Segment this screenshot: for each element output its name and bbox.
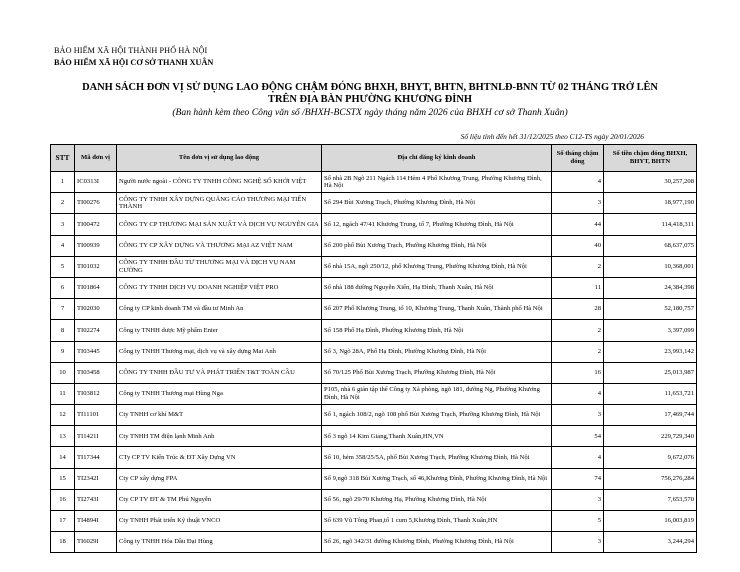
document-title-line2: TRÊN ĐỊA BÀN PHƯỜNG KHƯƠNG ĐÌNH [268, 94, 472, 105]
cell-unit-code: TI6029I [75, 532, 117, 553]
table-row [51, 532, 697, 553]
data-as-of-note: Số liệu tính đến hết 31/12/2025 theo C12-TS ngày 20/01/2026 [460, 132, 644, 141]
cell-address: Số 294 Bùi Xương Trạch, Phường Khương Đình, Hà Nội [322, 193, 552, 214]
cell-amount-overdue: 3,397,099 [604, 320, 697, 341]
cell-stt: 14 [51, 447, 75, 468]
cell-address: Số nhà 15A, ngõ 250/12, phố Khương Trung, Phường Khương Đình, Hà Nội [322, 256, 552, 277]
cell-address: Số nhà 188 đường Nguyễn Xiển, Hạ Đình, Thanh Xuân, Hà Nội [322, 277, 552, 298]
cell-unit-name: Cty CP TV ĐT & TM Phú Nguyễn [117, 489, 322, 510]
column-header-code: Mã đơn vị [75, 145, 117, 172]
cell-unit-code: TI02030 [75, 299, 117, 320]
cell-months-overdue: 3 [552, 193, 604, 214]
cell-unit-name: CTy CP TV Kiến Trúc & ĐT Xây Dựng VN [117, 447, 322, 468]
cell-unit-code: TI00472 [75, 214, 117, 235]
cell-amount-overdue: 7,653,570 [604, 489, 697, 510]
cell-months-overdue: 40 [552, 235, 604, 256]
cell-address: Số 158 Phố Hạ Đình, Phường Khương Đình, Hà Nội [322, 320, 552, 341]
cell-address: Số 26, ngõ 342/31 đường Khương Đình, Phường Khương Đình, Hà Nội [322, 532, 552, 553]
cell-stt: 3 [51, 214, 75, 235]
table-row [51, 277, 697, 298]
column-header-name: Tên đơn vị sử dụng lao động [117, 145, 322, 172]
table-row [51, 172, 697, 193]
org-name-branch: BẢO HIỂM XÃ HỘI CƠ SỞ THANH XUÂN [54, 58, 214, 67]
cell-address: Số 9,ngõ 318 Bùi Xương Trạch, số 46,Khương Đình, Phường Khương Đình, Hà Nội [322, 468, 552, 489]
cell-stt: 12 [51, 405, 75, 426]
cell-unit-name: Cty TNHH Phát triển Kỹ thuật VNCO [117, 511, 322, 532]
document-title-line1: DANH SÁCH ĐƠN VỊ SỬ DỤNG LAO ĐỘNG CHẬM ĐÓNG BHXH, BHYT, BHTN, BHTNLĐ-BNN TỪ 02 THÁNG TRỞ LÊN [82, 82, 658, 93]
cell-amount-overdue: 9,672,076 [604, 447, 697, 468]
cell-unit-name: Cty TNHH cơ khí M&T [117, 405, 322, 426]
cell-stt: 8 [51, 320, 75, 341]
cell-unit-code: TI4894I [75, 511, 117, 532]
cell-amount-overdue: 756,276,284 [604, 468, 697, 489]
cell-months-overdue: 3 [552, 489, 604, 510]
cell-unit-name: CÔNG TY TNHH DỊCH VỤ DOANH NGHIỆP VIỆT PRO [117, 277, 322, 298]
cell-address: Số 70/125 Phố Bùi Xương Trạch, Phường Khương Đình, Hà Nội [322, 362, 552, 383]
table-row [51, 511, 697, 532]
table-body [51, 172, 697, 553]
cell-stt: 15 [51, 468, 75, 489]
cell-amount-overdue: 114,418,311 [604, 214, 697, 235]
cell-amount-overdue: 23,993,142 [604, 341, 697, 362]
cell-unit-name: Công ty TNHH Thương mại Hùng Nga [117, 383, 322, 404]
cell-months-overdue: 3 [552, 405, 604, 426]
table-row [51, 405, 697, 426]
cell-months-overdue: 54 [552, 426, 604, 447]
cell-unit-name: Người nước ngoài - CÔNG TY TNHH CÔNG NGHỆ SỐ KHỞI VIỆT [117, 172, 322, 193]
cell-unit-name: Cty TNHH TM điện lạnh Minh Anh [117, 426, 322, 447]
cell-amount-overdue: 11,653,721 [604, 383, 697, 404]
org-name-city: BẢO HIỂM XÃ HỘI THÀNH PHỐ HÀ NỘI [54, 46, 208, 55]
cell-address: P105, nhà 6 giản tập thể Công ty Xà phòng, ngõ 181, đường Ng, Phường Khương Đình, Hà Nội [322, 383, 552, 404]
cell-amount-overdue: 30,257,208 [604, 172, 697, 193]
cell-months-overdue: 4 [552, 172, 604, 193]
table-row [51, 193, 697, 214]
cell-address: Số 3 ngõ 14 Kim Giang,Thanh Xuân,HN,VN [322, 426, 552, 447]
column-header-address: Địa chỉ đăng ký kinh doanh [322, 145, 552, 172]
cell-stt: 1 [51, 172, 75, 193]
cell-unit-code: TI2342I [75, 468, 117, 489]
cell-address: Số 639 Vũ Tông Phan,tổ 1 cum 5,Khương Đình, Thanh Xuân,HN [322, 511, 552, 532]
cell-months-overdue: 4 [552, 447, 604, 468]
table-row [51, 362, 697, 383]
cell-amount-overdue: 17,469,744 [604, 405, 697, 426]
table-row [51, 235, 697, 256]
cell-unit-code: TI17344 [75, 447, 117, 468]
cell-address: Số 207 Phố Khương Trung, tổ 10, Khương Trung, Thanh Xuân, Thành phố Hà Nội [322, 299, 552, 320]
cell-stt: 11 [51, 383, 75, 404]
column-header-stt: STT [51, 145, 75, 172]
table-header-row [51, 145, 697, 172]
cell-unit-name: CÔNG TY TNHH ĐẦU TƯ VÀ PHÁT TRIỂN T&T TOÀN CẦU [117, 362, 322, 383]
cell-address: Số nhà 2B Ngõ 211 Ngách 114 Hẻm 4 Phố Khương Trung, Phường Khương Đình, Hà Nội [322, 172, 552, 193]
cell-unit-code: TI00939 [75, 235, 117, 256]
cell-unit-code: IC0313I [75, 172, 117, 193]
cell-months-overdue: 74 [552, 468, 604, 489]
cell-unit-code: TI03458 [75, 362, 117, 383]
cell-amount-overdue: 24,384,398 [604, 277, 697, 298]
cell-unit-code: TI11101 [75, 405, 117, 426]
cell-unit-name: Cty CP xây dựng FPA [117, 468, 322, 489]
cell-stt: 10 [51, 362, 75, 383]
table-row [51, 214, 697, 235]
cell-unit-code: TI03445 [75, 341, 117, 362]
cell-address: Số 3, Ngõ 28A, Phố Hạ Đình, Phường Khương Đình, Hà Nội [322, 341, 552, 362]
cell-unit-name: Công ty TNHH dược Mỹ phẩm Enter [117, 320, 322, 341]
cell-stt: 18 [51, 532, 75, 553]
cell-amount-overdue: 68,637,075 [604, 235, 697, 256]
column-header-months: Số tháng chậm đóng [552, 145, 604, 172]
cell-unit-name: CÔNG TY TNHH XÂY DỰNG QUẢNG CÁO THƯƠNG MẠI TIẾN THÀNH [117, 193, 322, 214]
cell-amount-overdue: 16,003,819 [604, 511, 697, 532]
cell-amount-overdue: 52,180,757 [604, 299, 697, 320]
table-row [51, 468, 697, 489]
cell-unit-name: Công ty CP kinh doanh TM và đầu tư Minh An [117, 299, 322, 320]
cell-months-overdue: 11 [552, 277, 604, 298]
cell-unit-name: CÔNG TY TNHH ĐẦU TƯ THƯƠNG MẠI VÀ DỊCH VỤ NAM CƯỜNG [117, 256, 322, 277]
table-row [51, 489, 697, 510]
cell-unit-name: Công ty TNHH Hóa Dầu Đại Hùng [117, 532, 322, 553]
cell-months-overdue: 2 [552, 320, 604, 341]
cell-months-overdue: 2 [552, 256, 604, 277]
table-row [51, 299, 697, 320]
cell-stt: 4 [51, 235, 75, 256]
cell-months-overdue: 28 [552, 299, 604, 320]
cell-unit-code: TI03812 [75, 383, 117, 404]
cell-months-overdue: 44 [552, 214, 604, 235]
cell-unit-code: TI1421I [75, 426, 117, 447]
cell-stt: 9 [51, 341, 75, 362]
cell-address: Số 1, ngách 108/2, ngõ 108 phố Bùi Xương Trạch, Phường Khương Đình, Hà Nội [322, 405, 552, 426]
table-row [51, 256, 697, 277]
cell-months-overdue: 5 [552, 511, 604, 532]
cell-stt: 7 [51, 299, 75, 320]
cell-unit-code: TI2743I [75, 489, 117, 510]
document-subtitle: (Ban hành kèm theo Công văn số /BHXH-BCSTX ngày tháng năm 2026 của BHXH cơ sở Thanh Xuân) [172, 107, 568, 118]
cell-stt: 2 [51, 193, 75, 214]
cell-address: Số 10, hẻm 358/25/5A, phố Bùi Xương Trạch, Phường Khương Đình, Hà Nội [322, 447, 552, 468]
cell-amount-overdue: 25,013,987 [604, 362, 697, 383]
table-row [51, 447, 697, 468]
cell-months-overdue: 2 [552, 341, 604, 362]
cell-unit-name: CÔNG TY CP THƯƠNG MẠI SẢN XUẤT VÀ DỊCH VỤ NGUYÊN GIA [117, 214, 322, 235]
column-header-amount: Số tiền chậm đóng BHXH, BHYT, BHTN [604, 145, 697, 172]
cell-stt: 5 [51, 256, 75, 277]
cell-months-overdue: 16 [552, 362, 604, 383]
cell-unit-name: CÔNG TY CP XÂY DỰNG VÀ THƯƠNG MẠI AZ VIỆT NAM [117, 235, 322, 256]
cell-amount-overdue: 18,977,190 [604, 193, 697, 214]
cell-stt: 16 [51, 489, 75, 510]
cell-amount-overdue: 229,729,340 [604, 426, 697, 447]
cell-address: Số 56, ngõ 29/70 Khương Hạ, Phường Khương Đình, Hà Nội [322, 489, 552, 510]
cell-amount-overdue: 10,368,001 [604, 256, 697, 277]
delinquent-units-table [50, 144, 697, 553]
table-row [51, 426, 697, 447]
table-row [51, 320, 697, 341]
table-row [51, 383, 697, 404]
cell-months-overdue: 3 [552, 532, 604, 553]
cell-unit-code: TI00276 [75, 193, 117, 214]
cell-stt: 13 [51, 426, 75, 447]
cell-unit-code: TI02274 [75, 320, 117, 341]
table-row [51, 341, 697, 362]
cell-months-overdue: 4 [552, 383, 604, 404]
cell-unit-code: TI01032 [75, 256, 117, 277]
cell-amount-overdue: 3,244,294 [604, 532, 697, 553]
cell-unit-code: TI01864 [75, 277, 117, 298]
cell-address: Số 200 phố Bùi Xương Trạch, Phường Khương Đình, Hà Nội [322, 235, 552, 256]
cell-stt: 17 [51, 511, 75, 532]
cell-address: Số 12, ngách 47/41 Khương Trung, tổ 7, Phường Khương Đình, Hà Nội [322, 214, 552, 235]
cell-stt: 6 [51, 277, 75, 298]
cell-unit-name: Công ty TNHH Thương mại, dịch vụ và xây dựng Mai Anh [117, 341, 322, 362]
